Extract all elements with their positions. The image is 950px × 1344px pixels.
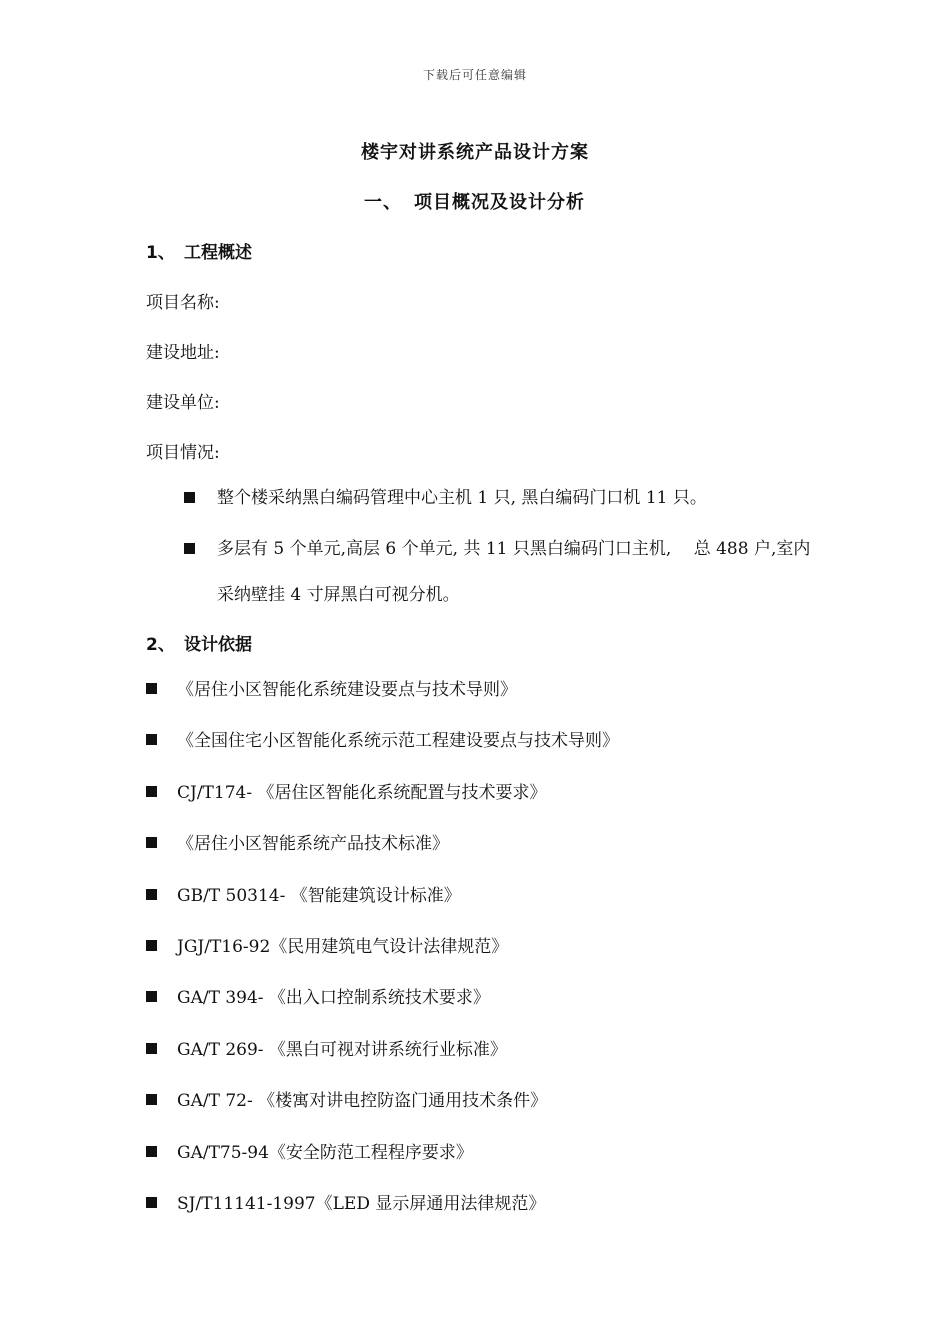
bullet-square-icon (146, 1146, 157, 1157)
bullet-square-icon (146, 1043, 157, 1054)
basis-item-text: GA/T 72- 《楼寓对讲电控防盗门通用技术条件》 (177, 1091, 548, 1111)
subheading-title: 设计依据 (184, 635, 252, 655)
basis-item (146, 985, 490, 1012)
basis-item-text: GA/T 394- 《出入口控制系统技术要求》 (177, 988, 490, 1008)
section-title: 项目概况及设计分析 (414, 192, 585, 213)
basis-item (146, 1088, 547, 1115)
field-construction-address: 建设地址: (146, 343, 220, 363)
basis-item-text: 《居住小区智能系统产品技术标准》 (177, 834, 449, 854)
subheading-design-basis (146, 630, 252, 655)
bullet-square-icon (146, 1197, 157, 1208)
bullet-square-icon (146, 786, 157, 797)
basis-item (146, 934, 508, 961)
subheading-number: 1、 (146, 243, 175, 263)
document-title: 楼宇对讲系统产品设计方案 (361, 142, 589, 163)
subheading-project-overview (146, 238, 252, 263)
situation-item (184, 475, 824, 521)
bullet-square-icon (146, 683, 157, 694)
bullet-square-icon (146, 889, 157, 900)
basis-item (146, 883, 461, 910)
field-project-name: 项目名称: (146, 293, 220, 313)
field-project-situation: 项目情况: (146, 443, 220, 463)
basis-item-text: GA/T75-94《安全防范工程程序要求》 (177, 1143, 473, 1163)
situation-item (184, 526, 824, 618)
bullet-square-icon (184, 543, 195, 554)
basis-item-text: SJ/T11141-1997《LED 显示屏通用法律规范》 (177, 1194, 546, 1214)
basis-item-text: 《居住小区智能化系统建设要点与技术导则》 (177, 680, 517, 700)
basis-item-text: CJ/T174- 《居住区智能化系统配置与技术要求》 (177, 783, 547, 803)
basis-item (146, 1037, 507, 1064)
bullet-square-icon (146, 734, 157, 745)
basis-item-text: GB/T 50314- 《智能建筑设计标准》 (177, 886, 461, 906)
bullet-square-icon (146, 1094, 157, 1105)
page-header: 下载后可任意编辑 (422, 68, 527, 82)
section-heading (364, 188, 585, 214)
section-number: 一、 (364, 192, 402, 213)
field-construction-unit: 建设单位: (146, 393, 220, 413)
basis-item (146, 677, 517, 704)
situation-item-text: 多层有 5 个单元,高层 6 个单元, 共 11 只黑白编码门口主机, 总 488 户,室内采纳壁挂 4 寸屏黑白可视分机。 (217, 539, 811, 605)
basis-item (146, 831, 449, 858)
basis-item (146, 1191, 545, 1218)
subheading-number: 2、 (146, 635, 175, 655)
basis-item-text: GA/T 269- 《黑白可视对讲系统行业标准》 (177, 1040, 507, 1060)
basis-item (146, 728, 619, 755)
bullet-square-icon (184, 492, 195, 503)
basis-item (146, 1140, 473, 1167)
situation-item-text: 整个楼采纳黑白编码管理中心主机 1 只, 黑白编码门口机 11 只。 (217, 488, 707, 508)
basis-item-text: 《全国住宅小区智能化系统示范工程建设要点与技术导则》 (177, 731, 619, 751)
bullet-square-icon (146, 991, 157, 1002)
bullet-square-icon (146, 940, 157, 951)
bullet-square-icon (146, 837, 157, 848)
subheading-title: 工程概述 (184, 243, 252, 263)
basis-item-text: JGJ/T16-92《民用建筑电气设计法律规范》 (177, 937, 509, 957)
basis-item (146, 780, 546, 807)
